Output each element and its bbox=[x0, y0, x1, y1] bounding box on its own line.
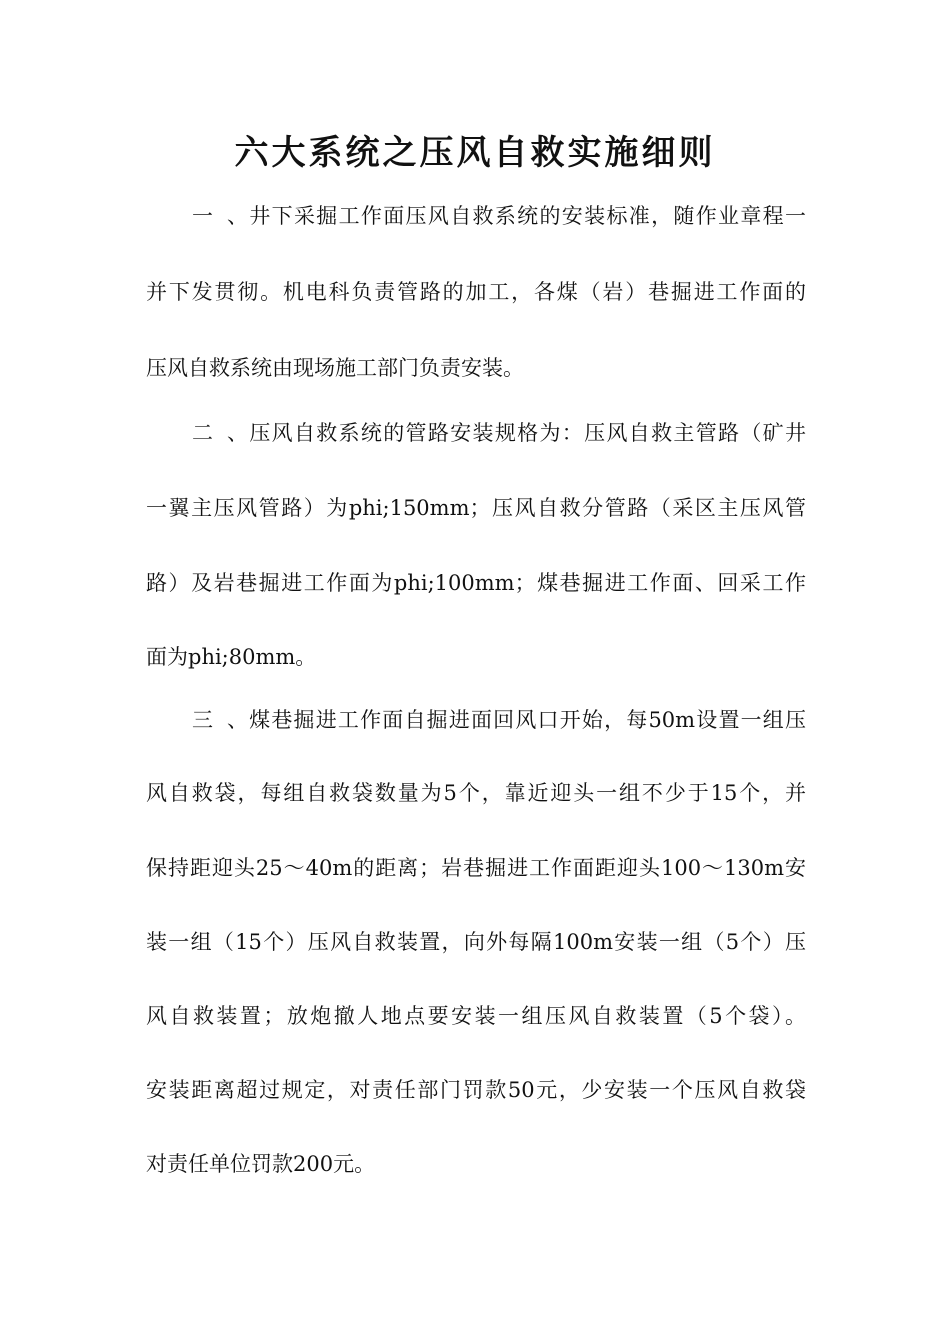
paragraph-text: 风自救装置；放炮撤人地点要安装一组压风自救装置（5个袋）。 bbox=[146, 1004, 806, 1028]
paragraph-text: 一翼主压风管路）为phi;150mm；压风自救分管路（采区主压风管 bbox=[146, 496, 806, 520]
section-2-line-1 bbox=[192, 413, 806, 453]
paragraph-text: 路）及岩巷掘进工作面为phi;100mm；煤巷掘进工作面、回采工作 bbox=[146, 571, 806, 595]
paragraph-text: 装一组（15个）压风自救装置，向外每隔100m安装一组（5个）压 bbox=[146, 930, 806, 954]
section-2-line-3 bbox=[146, 563, 806, 603]
paragraph-text: 煤巷掘进工作面自掘进面回风口开始，每50m设置一组压 bbox=[248, 708, 806, 732]
section-3-line-2 bbox=[146, 773, 806, 813]
section-3-line-3 bbox=[146, 848, 806, 888]
paragraph-text: 并下发贯彻。机电科负责管路的加工，各煤（岩）巷掘进工作面的 bbox=[146, 280, 806, 304]
section-number: 二、 bbox=[192, 421, 248, 445]
section-3-line-6 bbox=[146, 1070, 806, 1110]
section-number: 三、 bbox=[192, 708, 248, 732]
section-number: 一、 bbox=[192, 204, 248, 228]
section-3-line-7 bbox=[146, 1144, 806, 1184]
section-2-line-4 bbox=[146, 637, 806, 677]
section-2-line-2 bbox=[146, 488, 806, 528]
section-3-line-4 bbox=[146, 922, 806, 962]
paragraph-text: 压风自救系统的管路安装规格为：压风自救主管路（矿井 bbox=[248, 421, 806, 445]
paragraph-text: 面为phi;80mm。 bbox=[146, 645, 317, 669]
paragraph-text: 安装距离超过规定，对责任部门罚款50元，少安装一个压风自救袋 bbox=[146, 1078, 806, 1102]
paragraph-text: 风自救袋，每组自救袋数量为5个，靠近迎头一组不少于15个，并 bbox=[146, 781, 806, 805]
section-3-line-5 bbox=[146, 996, 806, 1036]
paragraph-text: 对责任单位罚款200元。 bbox=[146, 1152, 376, 1176]
section-1-line-3 bbox=[146, 348, 806, 388]
document-title: 六大系统之压风自救实施细则 bbox=[234, 133, 716, 173]
paragraph-text: 保持距迎头25～40m的距离；岩巷掘进工作面距迎头100～130m安 bbox=[146, 856, 806, 880]
section-1-line-1 bbox=[192, 196, 806, 236]
section-1-line-2 bbox=[146, 272, 806, 312]
paragraph-text: 压风自救系统由现场施工部门负责安装。 bbox=[146, 356, 524, 380]
paragraph-text: 井下采掘工作面压风自救系统的安装标准，随作业章程一 bbox=[248, 204, 806, 228]
section-3-line-1 bbox=[192, 700, 806, 740]
